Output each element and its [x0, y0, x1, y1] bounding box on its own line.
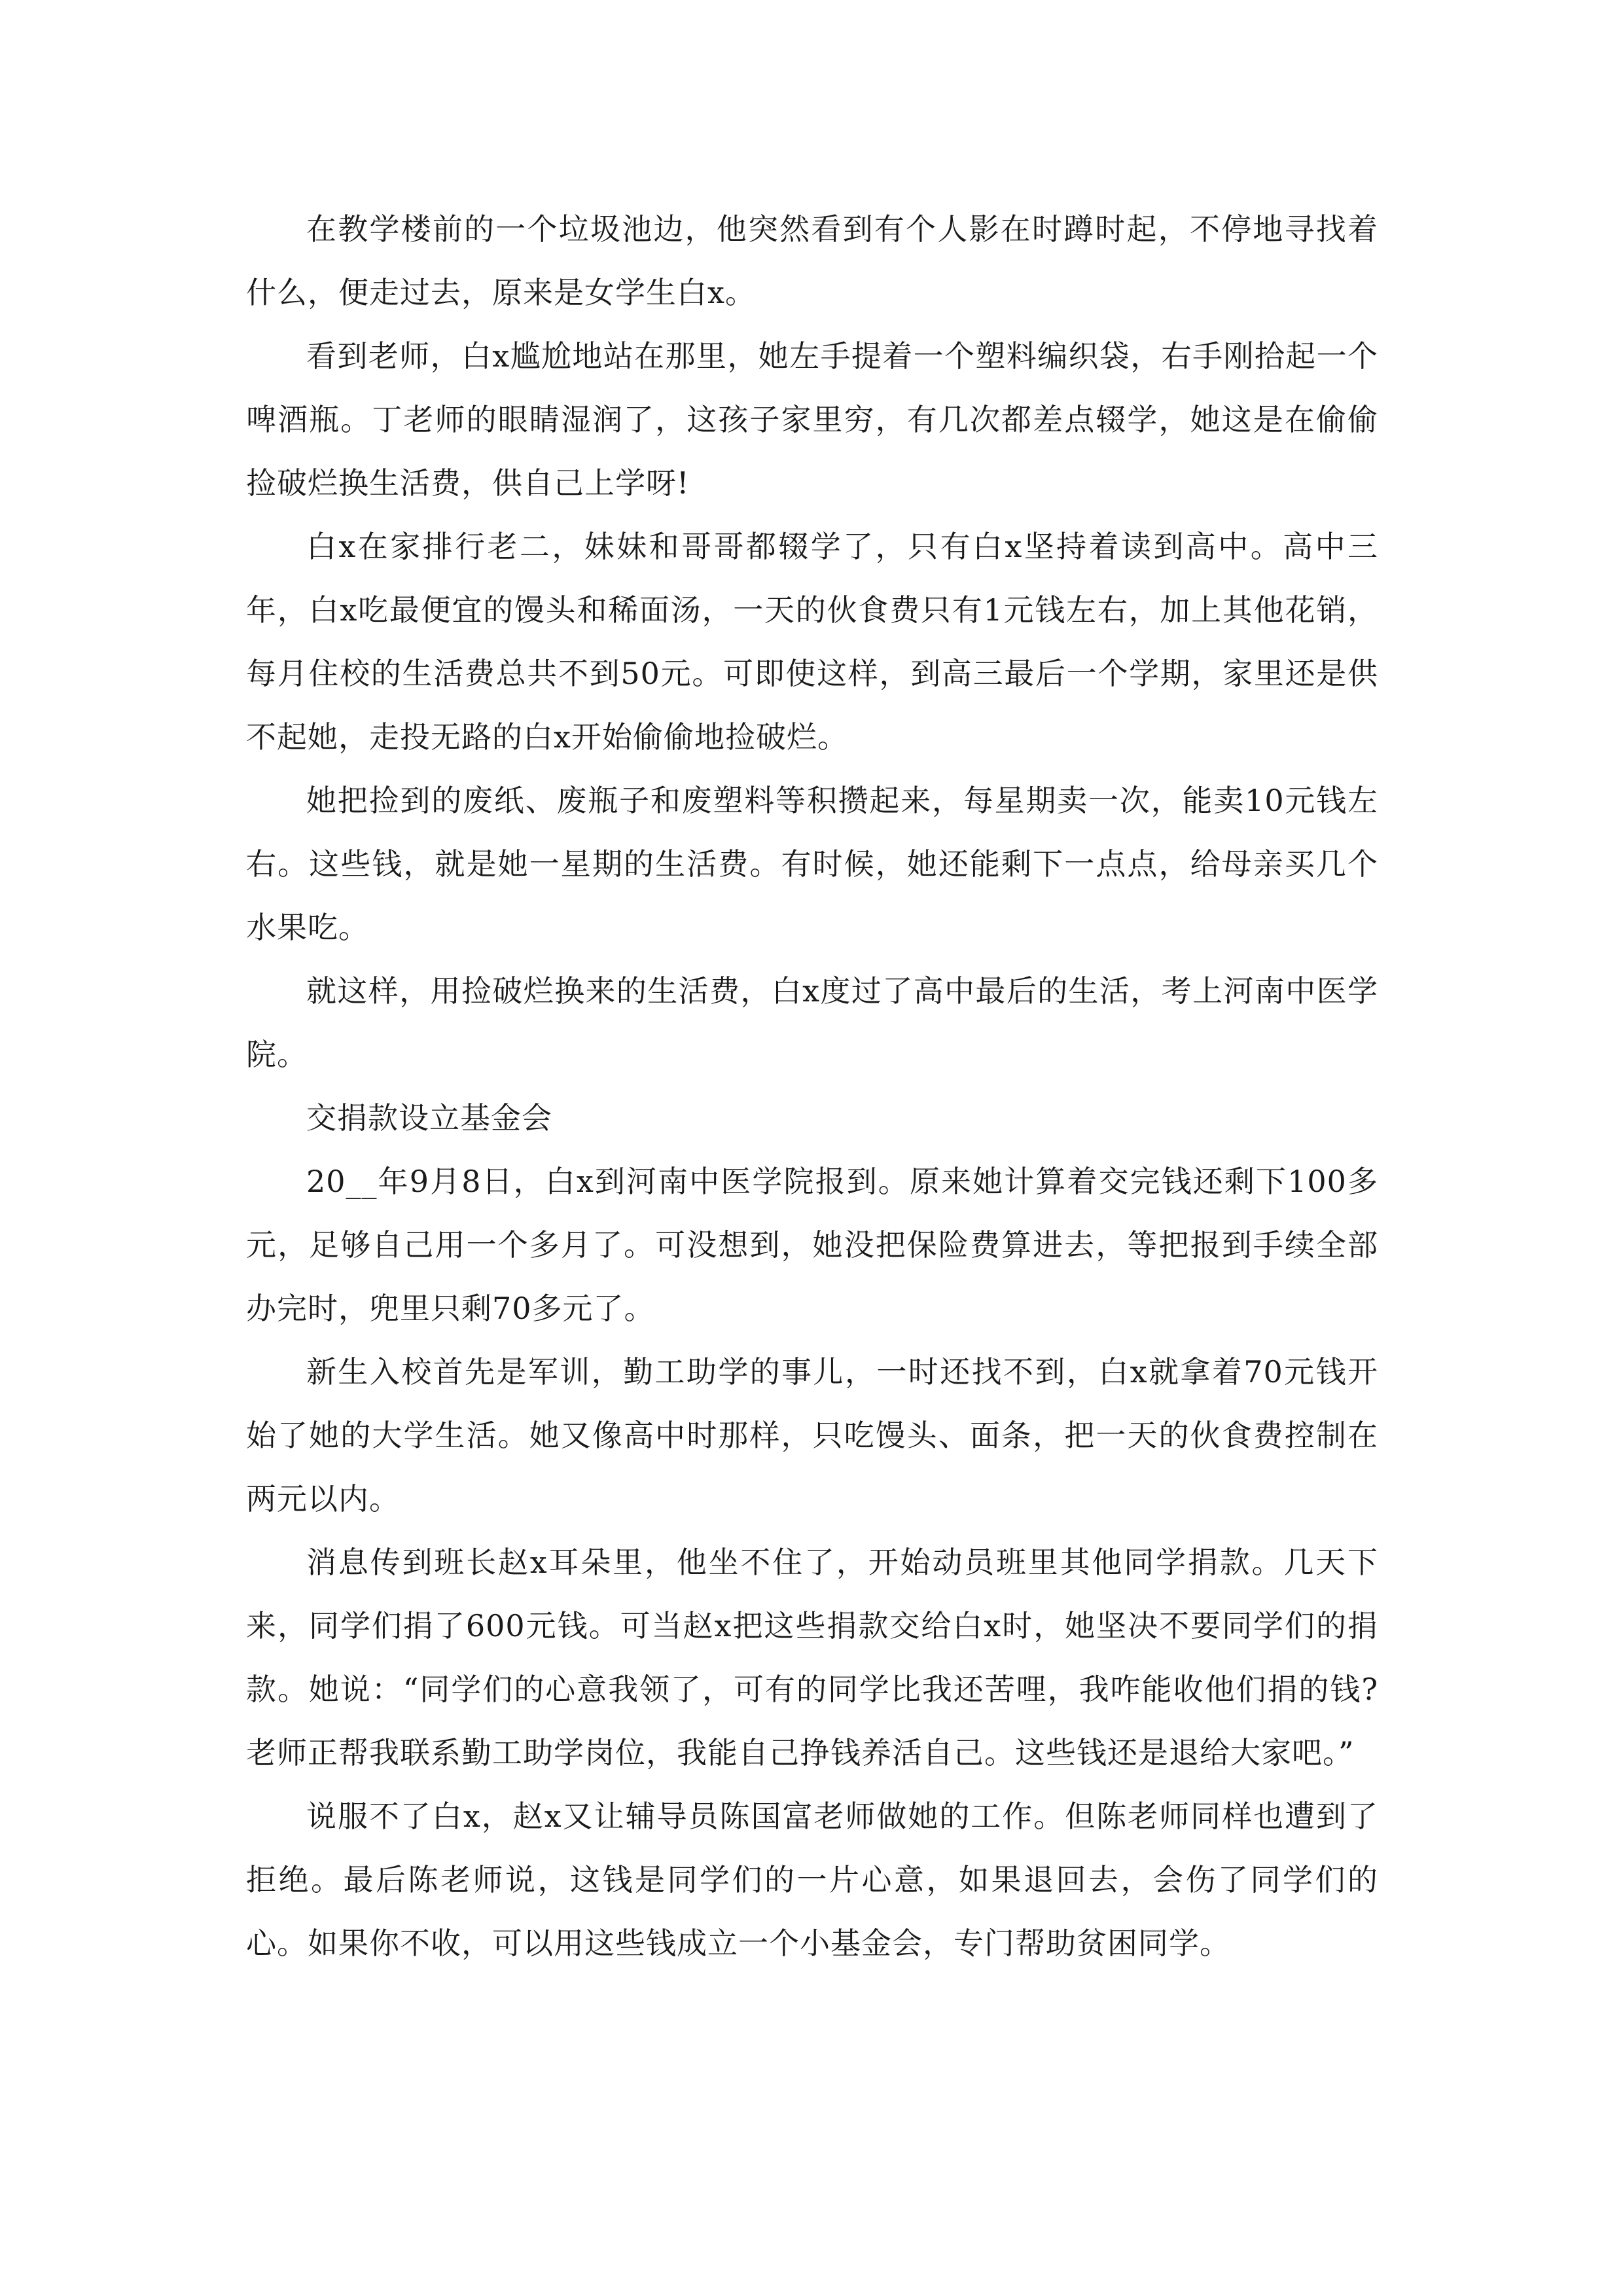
- paragraph: 看到老师，白x尴尬地站在那里，她左手提着一个塑料编织袋，右手刚拾起一个啤酒瓶。丁老师的眼睛湿润了，这孩子家里穷，有几次都差点辍学，她这是在偷偷捡破烂换生活费，供自己上学呀!: [246, 338, 1378, 501]
- paragraph: 说服不了白x，赵x又让辅导员陈国富老师做她的工作。但陈老师同样也遭到了拒绝。最后陈老师说，这钱是同学们的一片心意，如果退回去，会伤了同学们的心。如果你不收，可以用这些钱成立一个小基金会，专门帮助贫困同学。: [246, 1799, 1378, 1961]
- paragraph: 新生入校首先是军训，勤工助学的事儿，一时还找不到，白x就拿着70元钱开始了她的大学生活。她又像高中时那样，只吃馒头、面条，把一天的伙食费控制在两元以内。: [246, 1354, 1378, 1516]
- document-body: [246, 198, 1378, 1975]
- paragraph: 在教学楼前的一个垃圾池边，他突然看到有个人影在时蹲时起，不停地寻找着什么，便走过去，原来是女学生白x。: [246, 211, 1378, 310]
- paragraph: 她把捡到的废纸、废瓶子和废塑料等积攒起来，每星期卖一次，能卖10元钱左右。这些钱，就是她一星期的生活费。有时候，她还能剩下一点点，给母亲买几个水果吃。: [246, 783, 1378, 945]
- paragraph: 消息传到班长赵x耳朵里，他坐不住了，开始动员班里其他同学捐款。几天下来，同学们捐了600元钱。可当赵x把这些捐款交给白x时，她坚决不要同学们的捐款。她说：“同学们的心意我领了，可有的同学比我还苦哩，我咋能收他们捐的钱?老师正帮我联系勤工助学岗位，我能自己挣钱养活自己。这些钱还是退给大家吧。”: [246, 1545, 1378, 1770]
- paragraph: 20__年9月8日，白x到河南中医学院报到。原来她计算着交完钱还剩下100多元，足够自己用一个多月了。可没想到，她没把保险费算进去，等把报到手续全部办完时，兜里只剩70多元了。: [246, 1164, 1378, 1326]
- paragraph: 白x在家排行老二，妹妹和哥哥都辍学了，只有白x坚持着读到高中。高中三年，白x吃最便宜的馒头和稀面汤，一天的伙食费只有1元钱左右，加上其他花销，每月住校的生活费总共不到50元。可即使这样，到高三最后一个学期，家里还是供不起她，走投无路的白x开始偷偷地捡破烂。: [246, 529, 1378, 755]
- section-heading: 交捐款设立基金会: [306, 1100, 552, 1136]
- paragraph: 就这样，用捡破烂换来的生活费，白x度过了高中最后的生活，考上河南中医学院。: [246, 973, 1378, 1072]
